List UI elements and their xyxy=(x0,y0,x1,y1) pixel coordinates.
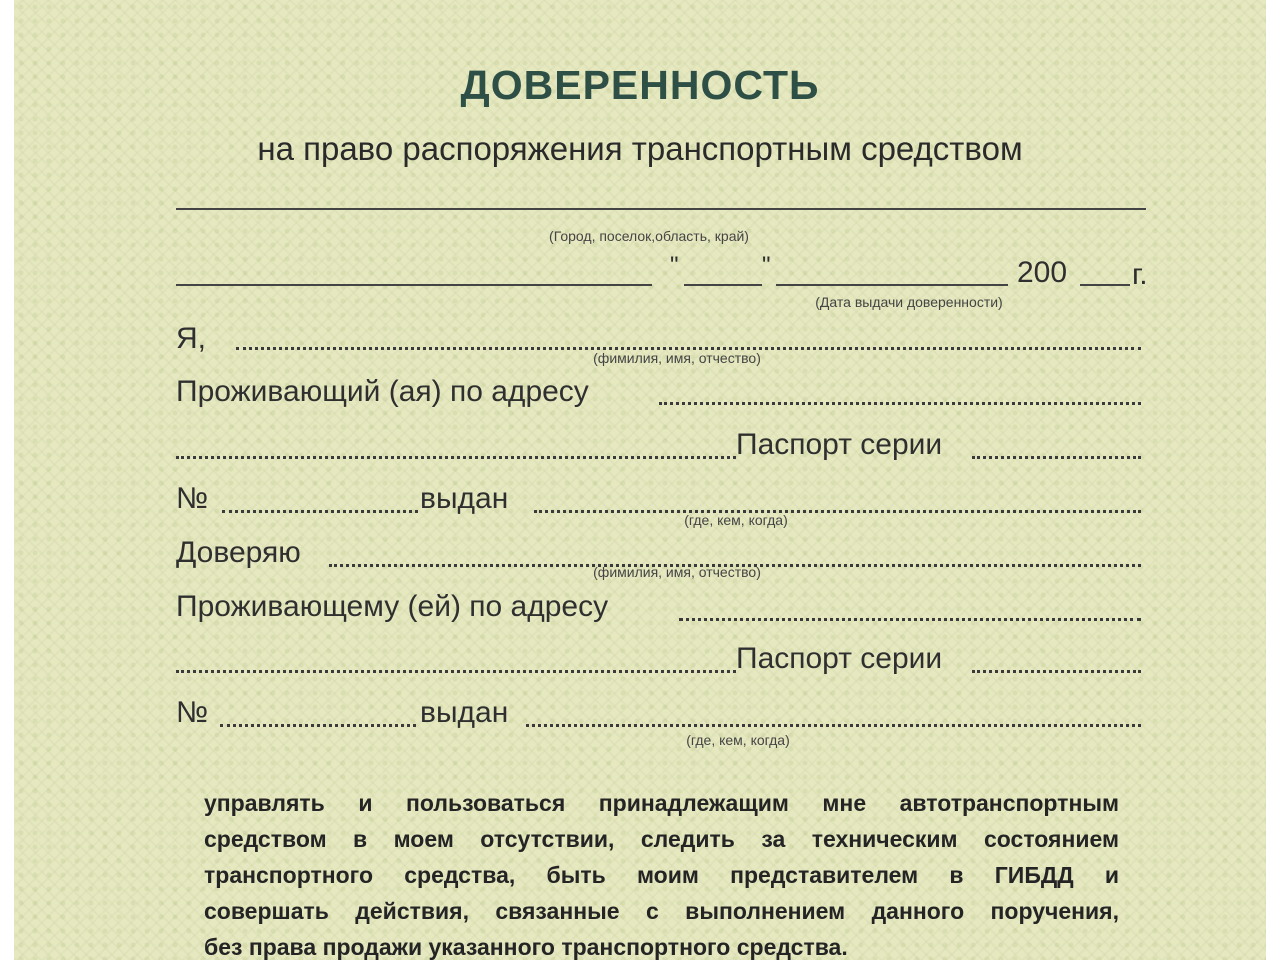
year-prefix: 200 xyxy=(1017,256,1068,289)
date-hint: (Дата выдачи доверенности) xyxy=(815,294,1003,310)
year-suffix: г. xyxy=(1132,258,1148,291)
quote-close: " xyxy=(762,252,771,279)
paragraph-line: без права продажи указанного транспортного средства. xyxy=(204,934,848,960)
power-of-attorney-form xyxy=(14,0,1266,960)
passport-number-field-1[interactable] xyxy=(222,510,418,513)
date-left-line[interactable] xyxy=(176,284,652,286)
trust-label: Доверяю xyxy=(176,536,301,569)
year-line[interactable] xyxy=(1080,284,1130,286)
issued-label-1: выдан xyxy=(420,482,509,515)
authorization-paragraph xyxy=(204,785,1119,960)
passport-series-field-2[interactable] xyxy=(972,670,1141,673)
issued-hint-2: (где, кем, когда) xyxy=(686,732,790,748)
residing-label-2: Проживающему (ей) по адресу xyxy=(176,590,609,623)
name-hint-2: (фимилия, имя, отчество) xyxy=(593,564,761,580)
day-line[interactable] xyxy=(684,284,762,286)
address-continuation-2[interactable] xyxy=(176,670,736,673)
issued-hint-1: (где, кем, когда) xyxy=(684,512,788,528)
paragraph-line: транспортного средства, быть моим представителем в ГИБДД и xyxy=(204,862,1119,888)
issued-by-field-2[interactable] xyxy=(526,724,1141,727)
place-hint: (Город, поселок,область, край) xyxy=(549,228,749,244)
paragraph-line: совершать действия, связанные с выполнением данного поручения, xyxy=(204,898,1119,924)
residing-label: Проживающий (ая) по адресу xyxy=(176,375,589,408)
address-field-1[interactable] xyxy=(659,402,1141,405)
passport-label-1: Паспорт серии xyxy=(736,428,943,461)
document-title: ДОВЕРЕННОСТЬ xyxy=(460,62,820,108)
passport-label-2: Паспорт серии xyxy=(736,642,943,675)
place-line[interactable] xyxy=(176,208,1146,210)
document-subtitle: на право распоряжения транспортным средством xyxy=(257,130,1023,167)
address-field-2[interactable] xyxy=(679,618,1141,621)
passport-number-field-2[interactable] xyxy=(220,724,416,727)
name-hint-1: (фимилия, имя, отчество) xyxy=(593,350,761,366)
issued-label-2: выдан xyxy=(420,696,509,729)
issued-by-field-1[interactable] xyxy=(534,510,1141,513)
paragraph-line: средством в моем отсутствии, следить за техническим состоянием xyxy=(204,826,1119,852)
month-line[interactable] xyxy=(776,284,1008,286)
quote-open: " xyxy=(670,252,679,279)
paragraph-line: управлять и пользоваться принадлежащим мне автотранспортным xyxy=(204,790,1119,816)
number-label-1: № xyxy=(176,482,209,515)
number-label-2: № xyxy=(176,696,209,729)
address-continuation-1[interactable] xyxy=(176,456,736,459)
passport-series-field-1[interactable] xyxy=(972,456,1141,459)
i-label: Я, xyxy=(176,322,206,355)
